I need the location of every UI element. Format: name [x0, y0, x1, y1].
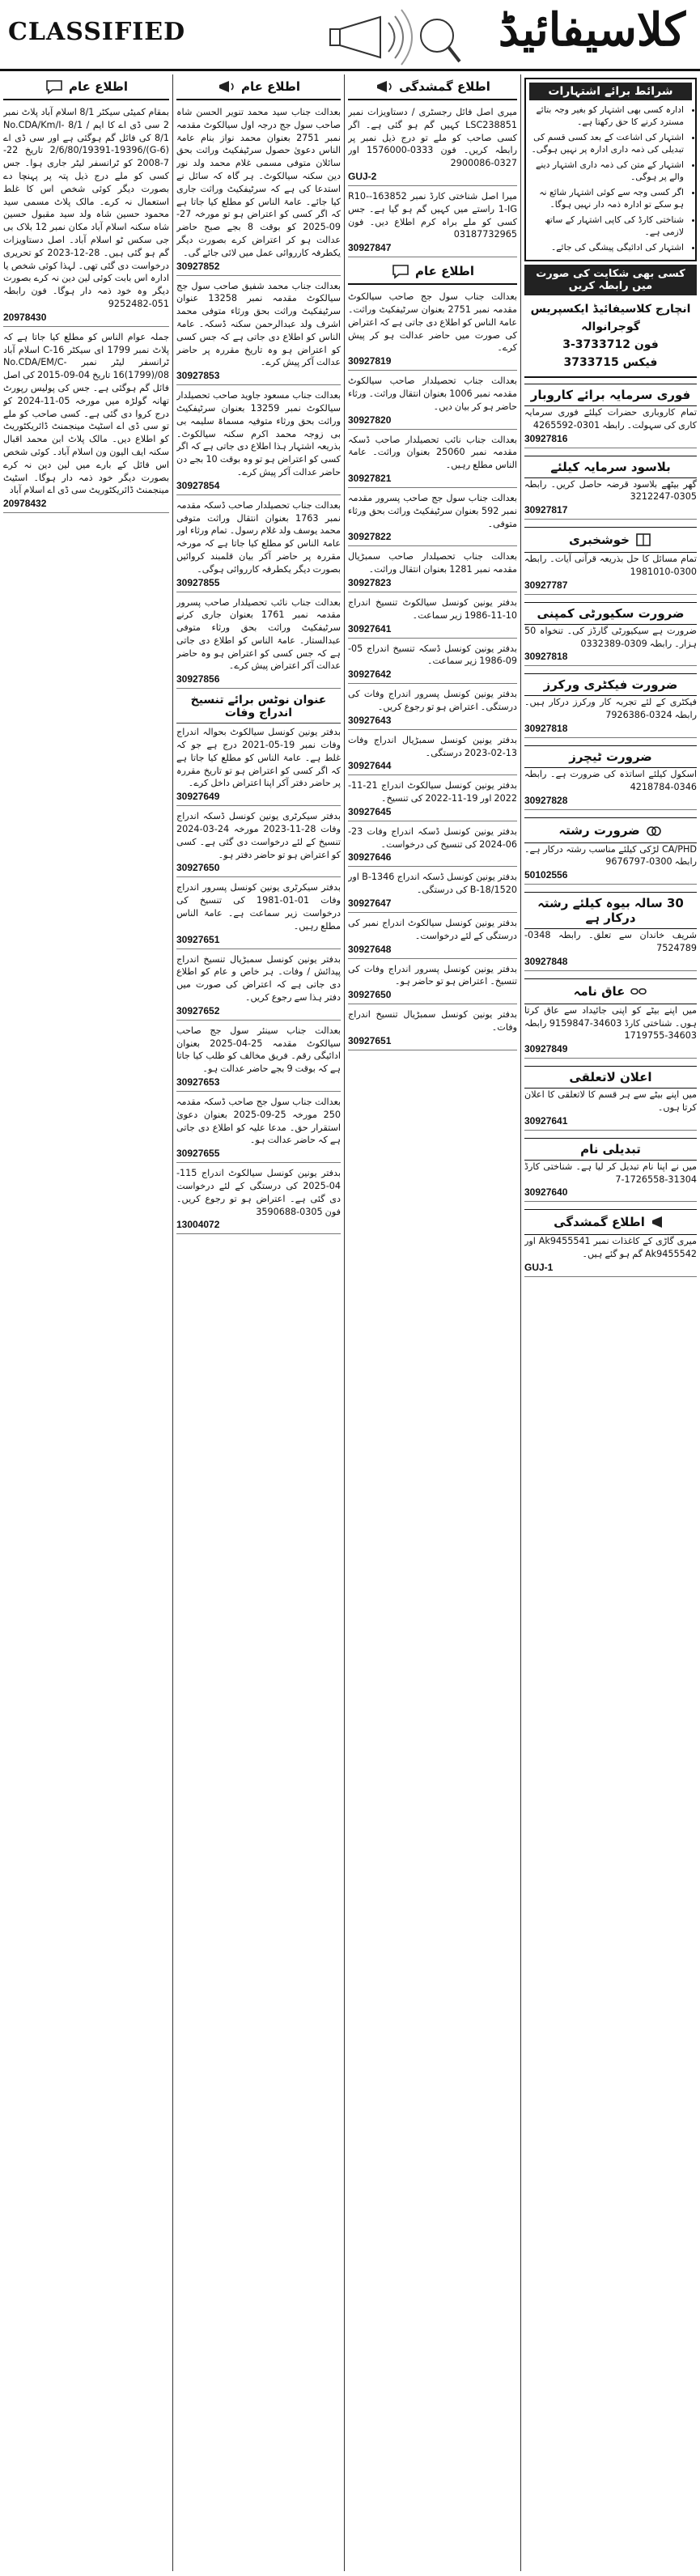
- ad-text: ضرورت ہے سیکیورٹی گارڈز کی۔ تنخواہ 50 ہزار۔ رابطہ 0309-0332389: [524, 625, 697, 649]
- classified-ad: [348, 685, 517, 730]
- speech-bubble-icon: [391, 263, 410, 279]
- complaint-notice-bar: کسی بھی شکایت کی صورت میں رابطہ کریں: [524, 265, 697, 295]
- classified-ad: [348, 777, 517, 821]
- column-4: [520, 74, 700, 2571]
- megaphone-icon: [217, 79, 236, 95]
- ad-text: بعدالت جناب نائب تحصیلدار صاحب پسرور مقدمہ نمبر 1761 بعنوان جاری کرنے سرٹیفکیٹ وراثت بحق ورثاء متوفی عبدالستار۔ عامۃ الناس کو اطلاع دی جاتی ہے کہ جس کسی کو اعتراض ہو وہ حاضر عدالت آکر اعتراض پیش کرے۔: [176, 596, 341, 672]
- ad-title-row: [524, 817, 697, 843]
- classified-ad: [176, 724, 341, 806]
- classified-ad: [524, 1132, 697, 1203]
- classified-ad: [348, 104, 517, 186]
- column-3-heading-2: اطلاع عام: [348, 259, 517, 285]
- classified-ad: [524, 740, 697, 810]
- ad-text: بدفتر یونین کونسل سیالکوٹ اندراج نمبر کی درستگی کے لئے درخواست۔: [348, 918, 517, 941]
- classified-ad: [524, 596, 697, 667]
- ad-text: تمام مسائل کا حل بذریعہ قرآنی آیات۔ رابطہ 0300-1981010: [524, 554, 697, 577]
- classified-ad: [348, 288, 517, 371]
- ad-title-row: [524, 978, 697, 1004]
- ad-code: 30927649: [176, 791, 220, 803]
- classified-ad: [176, 497, 341, 592]
- ad-code: 30927647: [348, 898, 392, 910]
- ad-code: 30927821: [348, 472, 392, 484]
- ad-text: بعدالت جناب تحصیلدار صاحب سیالکوٹ مقدمہ نمبر 1006 بعنوان انتقال وراثت۔ ورثاء حاضر ہو کر بیان دیں۔: [348, 376, 517, 412]
- classified-ad: [176, 951, 341, 1021]
- ad-title-row: [524, 527, 697, 553]
- ad-code: 30927643: [348, 714, 392, 726]
- ad-text: بدفتر یونین کونسل سیالکوٹ تنسیخ اندراج 10-11-1986 زیر سماعت۔: [348, 596, 517, 621]
- rings-icon: [645, 821, 663, 839]
- ad-text: بعدالت جناب محمد شفیق صاحب سول جج سیالکوٹ مقدمہ نمبر 13258 عنوان سرٹیفکیٹ وراثت بحق ورثاء متوفی محمد اشرف ولد عبدالرحمن سکنہ ڈسکہ۔ عامۃ الناس کو اطلاع دی جاتی ہے کہ جس کسی کو اعتراض ہو وہ تاریخ مقررہ پر حاضر عدالت آکر پیش کرے۔: [176, 280, 341, 368]
- ad-code: 30927853: [176, 370, 220, 382]
- ad-term-item: • ادارہ کسی بھی اشتہار کو بغیر وجہ بتائے مسترد کرنے کا حق رکھتا ہے۔: [529, 104, 684, 128]
- ad-title: ضرورت سکیورٹی کمپنی: [524, 602, 697, 625]
- column-2: [172, 74, 344, 2571]
- classified-ad: [176, 1022, 341, 1092]
- ad-text: بعدالت جناب تحصیلدار صاحب سمبڑیال مقدمہ نمبر 1281 بعنوان انتقال وراثت۔: [348, 551, 517, 575]
- ad-text: بدفتر یونین کونسل سمبڑیال تنسیخ اندراج پیدائش / وفات۔ ہر خاص و عام کو اطلاع دی جاتی ہے کہ اعتراض کی صورت میں دفتر ہذا سے رجوع کریں۔: [176, 953, 341, 1004]
- classified-ad: [524, 1203, 697, 1277]
- column-3: [344, 74, 520, 2571]
- ad-code: 30927641: [348, 622, 392, 634]
- ad-code: 50102556: [524, 869, 568, 881]
- ad-text: فیکٹری کے لئے تجربہ کار ورکرز درکار ہیں۔ رابطہ 0324-7926386: [524, 697, 697, 721]
- ad-code: 30927819: [348, 355, 392, 367]
- ad-text: میری گاڑی کے کاغذات نمبر Ak9455541 اور Ak9455542 گم ہو گئے ہیں۔: [524, 1236, 697, 1260]
- ad-code: 30927849: [524, 1043, 568, 1055]
- classified-ad: [348, 188, 517, 257]
- ad-text: بدفتر سیکرٹری یونین کونسل ڈسکہ اندراج وفات 28-11-2023 مورخہ 24-03-2024 تنسیخ کے لئے درخواست دی گئی ہے۔ کسی کو اعتراض ہو تو حاضر دفتر ہو۔: [176, 811, 341, 860]
- ad-code: 30927650: [348, 989, 392, 1001]
- classified-ad: [524, 812, 697, 885]
- ad-text: بدفتر یونین کونسل ڈسکہ تنسیخ اندراج 05-09-1986 زیر سماعت۔: [348, 643, 517, 667]
- column-3-heading: اطلاع گمشدگی: [348, 74, 517, 100]
- ad-text: بمقام کمیٹی سیکٹر 8/1 اسلام آباد پلاٹ نمبر 2 سی ڈی اے کا ایم / 8/1 No.CDA/Km/I-8/1 کی فائل گم ہوگئی ہے اور سی ڈی اے (G-6)/2/6/80/19391-19396 تاریخ 22-7-2008 کو ٹرانسفر لیٹر جاری ہوا۔ جس کسی کو ملے درج ذیل پتہ پر پہنچا دے بصورت دیگر کوئی شخص اس کا غلط استعمال نہ کرے۔ مالک پلاٹ مسمی سید محمود حسین شاہ ولد سید مقبول حسین شاہ سکنہ اسلام آباد مکان نمبر 12 بلاک بی جی سکس ٹو اسلام آباد۔ اصل دستاویزات گم ہو گئی ہیں۔ 28-12-2023 کو تحریری درخواست دی گئی تھی۔ لہذا کوئی شخص یا ادارہ اس بابت کوئی لین دین نہ کرے بصورت دیگر وہ خود ذمہ دار ہوگا۔ فون رابطہ 051-9252482: [3, 107, 169, 309]
- ad-code: 30927828: [524, 794, 568, 806]
- ad-text: بدفتر یونین کونسل ڈسکہ اندراج B-1346 اور B-18/1520 کی درستگی۔: [348, 872, 517, 896]
- ad-code: 20978432: [3, 498, 47, 510]
- ad-title: فوری سرمایہ برائے کاروبار: [524, 384, 697, 406]
- ad-title: 30 سالہ بیوہ کیلئے رشتہ درکار ہے: [524, 892, 697, 929]
- header-title-en: CLASSIFIED: [8, 18, 186, 46]
- ad-text: بعدالت جناب سول جج صاحب پسرور مقدمہ نمبر 592 بعنوان سرٹیفکیٹ وراثت بحق ورثاء متوفی۔: [348, 492, 517, 529]
- ad-title: بلاسود سرمایہ کیلئے: [524, 456, 697, 478]
- contact-line: فیکس 3733715: [563, 356, 658, 369]
- ad-code: 13004072: [176, 1219, 220, 1231]
- ad-text: میں اپنے بیٹے کو اپنی جائیداد سے عاق کرتا ہوں۔ شناختی کارڈ 34603-9159847 رابطہ 34603-1719755: [524, 1004, 697, 1042]
- ad-term-item: • اشتہار کے متن کی ذمہ داری اشتہار دینے والے پر ہوگی۔: [529, 159, 684, 183]
- ad-code: 30927787: [524, 579, 568, 591]
- ad-text: بعدالت جناب تحصیلدار صاحب ڈسکہ مقدمہ نمبر 1763 بعنوان انتقال وراثت متوفی محمد یوسف ولد غلام رسول۔ تمام ورثاء اور عامۃ الناس کو مطلع کیا جاتا ہے کہ مورخہ مقررہ پر حاضر آکر بیان قلمبند کروائیں بصورت دیگر یکطرفہ کارروائی ہوگی۔: [176, 499, 341, 575]
- ad-text: بعدالت جناب سول جج صاحب ڈسکہ مقدمہ 250 مورخہ 25-09-2025 بعنوان دعویٰ استقرار حق۔ مدعا علیہ کو اطلاع دی جاتی ہے کہ حاضر عدالت ہو۔: [176, 1097, 341, 1146]
- ad-title: ضرورت فیکٹری ورکرز: [524, 673, 697, 696]
- ad-text: اسکول کیلئے اساتذہ کی ضرورت ہے۔ رابطہ 0346-4218784: [524, 768, 697, 792]
- classified-ad: [3, 329, 169, 513]
- ad-term-item: • شناختی کارڈ کی کاپی اشتہار کے ساتھ لازمی ہے۔: [529, 214, 684, 238]
- ad-text: میں نے اپنا نام تبدیل کر لیا ہے۔ شناختی کارڈ 31304-1726558-7: [524, 1161, 697, 1185]
- ad-code: 30927653: [176, 1076, 220, 1089]
- classified-ad: [176, 387, 341, 495]
- column-2-heading: اطلاع عام: [176, 74, 341, 100]
- ad-title: خوشخبری: [569, 533, 630, 548]
- header-title-ur: کلاسیفائیڈ: [498, 3, 685, 57]
- classified-ad: [176, 879, 341, 948]
- ad-text: بدفتر سیکرٹری یونین کونسل پسرور اندراج وفات 01-01-1981 کی تنسیخ کی درخواست زیر سماعت ہے۔ عامۃ الناس مطلع رہیں۔: [176, 882, 341, 932]
- ad-text: جملہ عوام الناس کو مطلع کیا جاتا ہے کہ پلاٹ نمبر 1799 ای سیکٹر C-16 اسلام آباد ٹرانسفر لیٹر نمبر No.CDA/EM/C-16(1799)/08 تاریخ 04-09-2015 کی اصل فائل گم ہوگئی ہے۔ جس کی پولیس رپورٹ تھانہ گولڑہ میں مورخہ 05-11-2024 کو درج کروا دی گئی ہے۔ کسی صاحب کو ملے تو سی ڈی اے اسٹیٹ مینجمنٹ ڈائریکٹوریٹ کو اطلاع دیں۔ مالک پلاٹ ابن محمد اقبال سکنہ ایف الیون ون اسلام آباد۔ کوئی شخص اس فائل کے بارے میں لین دین نہ کرے بصورت دیگر خود ذمہ دار ہوگا۔ اسٹیٹ مینجمنٹ ڈائریکٹوریٹ سی ڈی اے اسلام آباد: [3, 331, 169, 496]
- ad-text: میں اپنے بیٹے سے ہر قسم کا لاتعلقی کا اعلان کرتا ہوں۔: [524, 1089, 697, 1113]
- ad-code: 30927847: [348, 242, 392, 254]
- classified-ad: [348, 548, 517, 592]
- ad-title: اطلاع گمشدگی: [554, 1215, 645, 1230]
- ad-text: CA/PHD لڑکی کیلئے مناسب رشتہ درکار ہے۔ رابطہ 0300-9676797: [524, 843, 697, 868]
- classified-ad: [524, 668, 697, 738]
- ad-code: 30927641: [524, 1114, 568, 1127]
- ad-title: تبدیلی نام: [524, 1138, 697, 1161]
- column-1-heading: اطلاع عام: [3, 74, 169, 100]
- ad-code: 30927856: [176, 673, 220, 685]
- book-icon: [634, 531, 652, 549]
- ad-terms-title: شرائط برائے اشتہارات: [529, 83, 692, 100]
- contact-block: [524, 299, 697, 378]
- classified-ad: [348, 431, 517, 488]
- ad-code: 30927642: [348, 668, 392, 681]
- ad-code: 30927648: [348, 943, 392, 955]
- ad-title: ضرورت رشتہ: [558, 822, 640, 838]
- ad-title: ضرورت ٹیچرز: [524, 745, 697, 768]
- ad-code: 30927852: [176, 260, 220, 272]
- ad-text: بعدالت جناب سید محمد تنویر الحسن شاہ صاحب سول جج درجہ اول سیالکوٹ مقدمہ نمبر 2751 بعنوان محمد نواز بنام عامۃ الناس دعویٰ حصول سرٹیفکیٹ وراثت بحق سائلان متوفی مسمی غلام محمد ولد نور دین سکنہ سیالکوٹ۔ ہر گاہ کہ سائل نے استدعا کی ہے کہ سرٹیفکیٹ وراثت جاری کیا جائے۔ عامۃ الناس کو مطلع کیا جاتا ہے کہ اگر کسی کو اعتراض ہو تو مورخہ 27-09-2025 کو بوقت 8 بجے صبح حاضر عدالت ہو کر اعتراض کرے بصورت دیگر یکطرفہ کارروائی عمل میں لائی جائے گی۔: [176, 107, 341, 258]
- ad-text: بدفتر یونین کونسل سمبڑیال اندراج وفات 13-02-2023 درستگی۔: [348, 734, 517, 758]
- contact-line: فون 3733712-3: [562, 338, 659, 351]
- ad-code: 30927855: [176, 576, 220, 588]
- ad-code: 30927854: [176, 479, 220, 491]
- ad-title: اعلان لاتعلقی: [524, 1066, 697, 1089]
- ad-code: 30927644: [348, 760, 392, 772]
- classified-ad: [348, 490, 517, 546]
- classified-ad: [524, 378, 697, 448]
- classified-ad: [176, 1165, 341, 1234]
- classified-ad: [524, 450, 697, 520]
- ad-code: 30927822: [348, 531, 392, 543]
- classified-ad: [348, 823, 517, 868]
- ad-term-item: • اشتہار کی ادائیگی پیشگی کی جائے۔: [529, 241, 684, 253]
- classified-ad: [348, 868, 517, 913]
- ad-code: 30927816: [524, 432, 568, 444]
- ad-code: GUJ-1: [524, 1261, 554, 1273]
- classified-ad: [3, 104, 169, 327]
- contact-line: انچارج کلاسیفائیڈ ایکسپریس گوجرانوالہ: [530, 303, 691, 333]
- ad-text: بعدالت جناب مسعود جاوید صاحب تحصیلدار سیالکوٹ نمبر 13259 بعنوان سرٹیفکیٹ وراثت بحق ورثاء متوفیہ مسماۃ سلیمہ بی بی زوجہ محمد اکرم سکنہ سیالکوٹ۔ بذریعہ اشتہار ہذا اطلاع دی جاتی ہے کہ اگر کسی کو اعتراض ہو تو وہ بوقت 10 بجے دن حاضر عدالت آکر پیش کرے۔: [176, 390, 341, 477]
- classified-ad: [176, 594, 341, 690]
- ad-code: 30927820: [348, 414, 392, 426]
- section-subheading: عنوان نوٹس برائے تنسیخ اندراج وفات: [176, 690, 341, 724]
- ad-text: میری اصل فائل رجسٹری / دستاویزات نمبر LSC238851 کہیں گم ہو گئی ہے۔ اگر کسی صاحب کو ملے تو درج ذیل نمبر پر رابطہ کریں۔ فون 0333-1576000 اور 0327-2900086: [348, 107, 517, 169]
- ad-code: GUJ-2: [348, 170, 377, 182]
- ad-text: میرا اصل شناختی کارڈ نمبر 163852-R10-1-IG راستے میں کہیں گم ہو گیا ہے۔ جس کسی کو ملے براہ کرم اطلاع دیں۔ فون 03187732965: [348, 190, 517, 240]
- broken-chain-icon: [630, 982, 647, 1000]
- megaphone-icon: [650, 1213, 668, 1231]
- ad-code: 30927640: [524, 1186, 568, 1199]
- ad-terms-box: [524, 78, 697, 261]
- classified-ad: [348, 915, 517, 959]
- ad-code: 30927848: [524, 955, 568, 967]
- classified-ad: [176, 104, 341, 276]
- classified-ad: [524, 521, 697, 595]
- classified-ad: [176, 1093, 341, 1163]
- classified-ad: [348, 1006, 517, 1050]
- ad-text: بدفتر یونین کونسل سیالکوٹ اندراج 115-04-2025 کی درستگی کے لئے درخواست دی گئی ہے۔ اعتراض ہو تو رجوع کریں۔ فون 0305-3590688: [176, 1168, 341, 1217]
- speech-bubble-icon: [45, 79, 64, 95]
- ad-text: بعدالت جناب نائب تحصیلدار صاحب ڈسکہ مقدمہ نمبر 25060 بعنوان وراثت۔ عامۃ الناس مطلع رہیں۔: [348, 434, 517, 471]
- ad-code: 30927645: [348, 805, 392, 817]
- ad-text: تمام کاروباری حضرات کیلئے فوری سرمایہ کاری کی سہولت۔ رابطہ 0301-4265592: [524, 407, 697, 431]
- ad-code: 30927823: [348, 576, 392, 588]
- megaphone-icon: [375, 79, 394, 95]
- ad-code: 20978430: [3, 311, 47, 323]
- classified-ad: [348, 732, 517, 776]
- ad-code: 30927650: [176, 862, 220, 874]
- classified-ad: [348, 961, 517, 1005]
- ad-terms-list: [529, 104, 692, 253]
- ad-text: بدفتر یونین کونسل ڈسکہ اندراج وفات 23-06-2024 کی تنسیخ کی درخواست۔: [348, 825, 517, 850]
- ad-code: 30927818: [524, 722, 568, 734]
- classified-ad: [348, 372, 517, 429]
- ad-text: شریف خاندان سے تعلق۔ رابطہ 0348-7524789: [524, 930, 697, 953]
- ad-code: 30927655: [176, 1148, 220, 1160]
- classified-ad: [524, 886, 697, 971]
- classified-ad: [176, 808, 341, 877]
- ad-title-row: [524, 1209, 697, 1235]
- classified-ad: [524, 973, 697, 1059]
- ad-term-item: • اگر کسی وجہ سے کوئی اشتہار شائع نہ ہو سکے تو ادارہ ذمہ دار نہیں ہوگا۔: [529, 186, 684, 210]
- ad-code: 30927646: [348, 851, 392, 864]
- ad-text: بعدالت جناب سول جج صاحب سیالکوٹ مقدمہ نمبر 2751 بعنوان سرٹیفکیٹ وراثت۔ عامۃ الناس کو اطلاع دی جاتی ہے کہ اعتراض کی صورت میں حاضر عدالت ہو کر پیش کرے۔: [348, 291, 517, 354]
- ad-code: 30927651: [348, 1034, 392, 1046]
- ad-text: بعدالت جناب سینئر سول جج صاحب سیالکوٹ مقدمہ 25-04-2025 بعنوان ادائیگی رقم۔ فریق مخالف کو طلب کیا جاتا ہے کہ بوقت 9 بجے حاضر عدالت ہو۔: [176, 1025, 341, 1075]
- classified-ad: [176, 278, 341, 386]
- ad-text: بدفتر یونین کونسل سیالکوٹ بحوالہ اندراج وفات نمبر 19-05-2021 درج ہے جو کہ غلط ہے۔ عامۃ الناس کو مطلع کیا جاتا ہے کہ اگر کسی کو اعتراض ہو تو تاریخ مقررہ پر حاضر دفتر آکر اپنا اعتراض داخل کرے۔: [176, 727, 341, 789]
- ad-title: عاق نامہ: [573, 983, 626, 999]
- ad-text: بدفتر یونین کونسل پسرور اندراج وفات کی درستگی۔ اعتراض ہو تو رجوع کریں۔: [348, 689, 517, 712]
- ad-text: بدفتر یونین کونسل سیالکوٹ اندراج 21-11-2022 اور 19-11-2022 کی تنسیخ۔: [348, 780, 517, 804]
- megaphone-illustration: [324, 5, 461, 68]
- column-1: [0, 74, 172, 2571]
- ad-code: 30927652: [176, 1004, 220, 1016]
- ad-text: بدفتر یونین کونسل سمبڑیال تنسیخ اندراج وفات۔: [348, 1009, 517, 1033]
- classified-ad: [524, 1060, 697, 1131]
- classified-ad: [348, 594, 517, 639]
- ad-code: 30927651: [176, 933, 220, 945]
- ad-text: بدفتر یونین کونسل پسرور اندراج وفات کی تنسیخ۔ اعتراض ہو تو حاضر ہو۔: [348, 963, 517, 987]
- classified-ad: [348, 640, 517, 685]
- ad-term-item: • اشتہار کی اشاعت کے بعد کسی قسم کی تبدیلی کی ذمہ داری ادارہ پر نہیں ہوگی۔: [529, 131, 684, 155]
- ad-code: 30927818: [524, 651, 568, 663]
- page-header: [0, 0, 700, 71]
- ad-text: گھر بیٹھے بلاسود قرضہ حاصل کریں۔ رابطہ 0305-3212247: [524, 478, 697, 503]
- ad-code: 30927817: [524, 504, 568, 516]
